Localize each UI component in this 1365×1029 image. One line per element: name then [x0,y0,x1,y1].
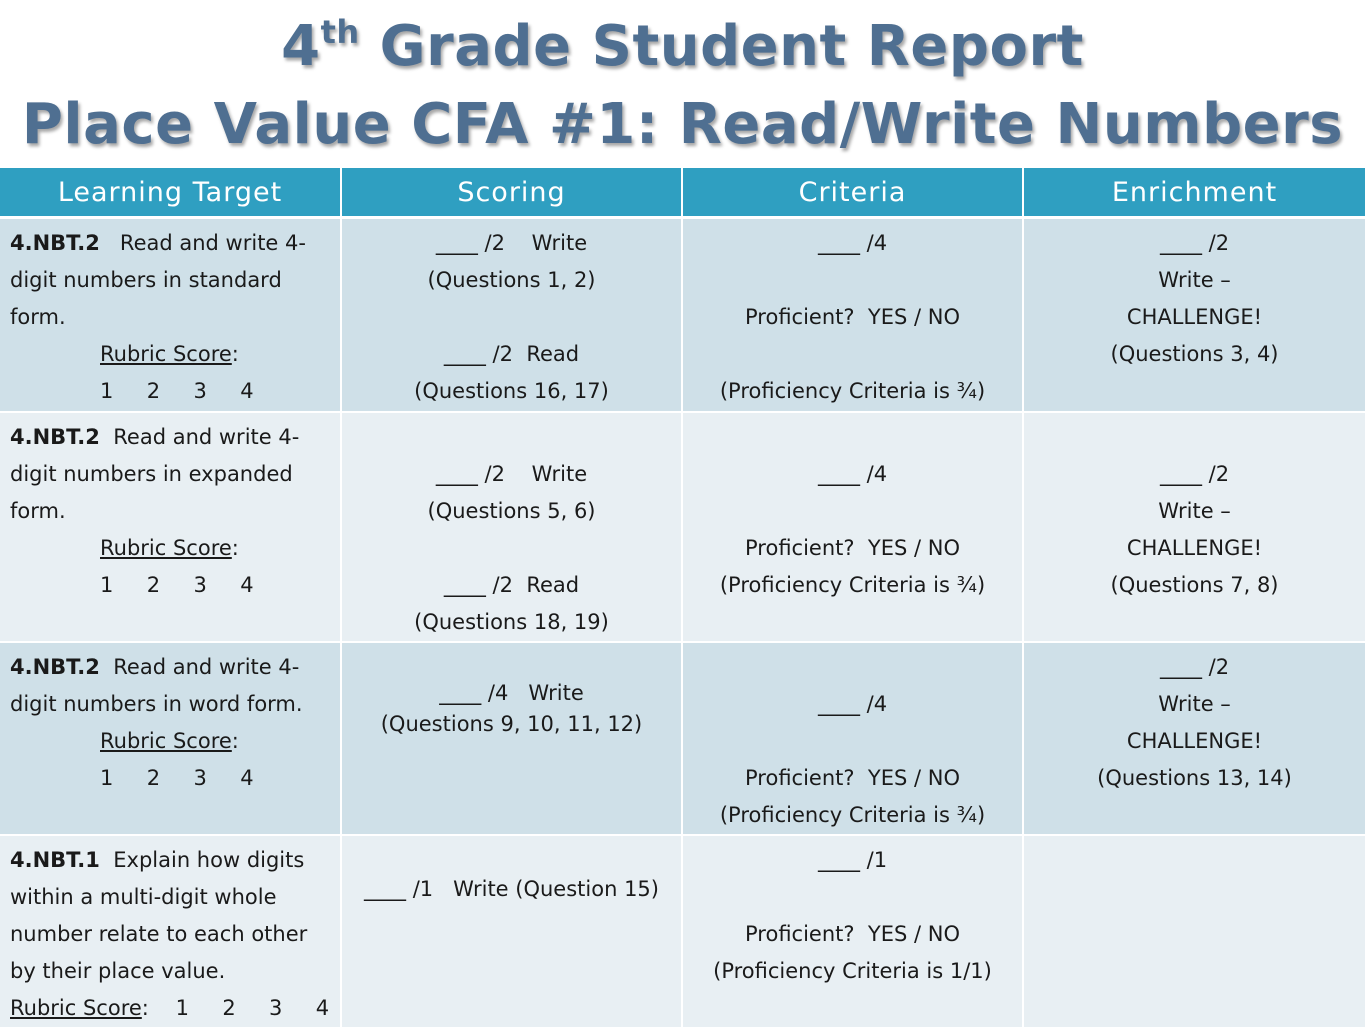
proficient-question: Proficient? YES / NO [745,765,960,790]
scoring-cell [341,412,682,642]
target-line [10,225,330,262]
target-line [10,419,330,456]
report-title [0,0,1365,168]
target-text: by their place value. [10,958,226,983]
table-header-row [0,168,1365,218]
criteria-cell [682,412,1023,642]
title-grade-suffix: th [320,13,360,51]
standard-code: 4.NBT.2 [10,654,100,679]
scoring-line: ____ /2 Write [435,231,588,255]
scoring-line: (Questions 16, 17) [414,379,609,403]
rubric-scores: 1 2 3 4 [100,765,254,790]
proficiency-criteria: (Proficiency Criteria is ¾) [719,572,986,597]
header-learning-target: Learning Target [0,168,341,218]
enrichment-line: Write – [1158,691,1231,716]
scoring-line: ____ /2 Read [443,342,580,366]
target-text: form. [10,498,66,523]
scoring-line: ____ /1 Write (Question 15) [364,876,659,901]
proficiency-criteria: (Proficiency Criteria is ¾) [719,802,986,827]
enrichment-score: ____ /2 [1159,654,1230,679]
table-row [0,412,1365,642]
rubric-scores: 1 2 3 4 [148,995,330,1020]
enrichment-score: ____ /2 [1159,231,1230,255]
enrichment-line: Write – [1158,498,1231,523]
title-line-1 [0,8,1365,86]
criteria-cell [682,218,1023,412]
target-text: digit numbers in word form. [10,691,303,716]
target-text: Read and write 4- [99,424,300,449]
target-line [10,649,330,686]
standard-code: 4.NBT.1 [10,847,100,872]
enrichment-line: Write – [1158,268,1231,292]
rubric-colon: : [231,535,239,560]
enrichment-challenge: CHALLENGE! [1126,305,1263,329]
rubric-label [10,723,330,760]
scoring-cell [341,642,682,835]
table-row [0,642,1365,835]
target-text: Read and write 4- [99,231,306,255]
rubric-label-text: Rubric Score [10,995,142,1020]
enrichment-cell-empty [1023,835,1365,1028]
scoring-line: (Questions 5, 6) [427,498,596,523]
learning-target-cell [0,642,341,835]
enrichment-challenge: CHALLENGE! [1126,728,1263,753]
rubric-colon: : [231,728,239,753]
title-line-2: Place Value CFA #1: Read/Write Numbers [21,92,1344,157]
rubric-label [10,530,330,567]
table-row [0,835,1365,1028]
target-text: form. [10,305,66,329]
enrichment-cell [1023,218,1365,412]
scoring-line: ____ /2 Read [443,572,580,597]
enrichment-cell [1023,412,1365,642]
table-row [0,218,1365,412]
criteria-cell [682,642,1023,835]
rubric-colon: : [141,995,149,1020]
title-grade-number: 4 [281,14,321,79]
scoring-line: ____ /2 Write [435,461,588,486]
criteria-cell [682,835,1023,1028]
rubric-label [10,336,330,373]
enrichment-questions: (Questions 7, 8) [1110,572,1279,597]
scoring-line: (Questions 1, 2) [427,268,596,292]
criteria-score: ____ /4 [817,231,888,255]
enrichment-questions: (Questions 3, 4) [1110,342,1279,366]
enrichment-cell [1023,642,1365,835]
proficient-question: Proficient? YES / NO [745,305,960,329]
target-text: number relate to each other [10,921,308,946]
header-criteria: Criteria [682,168,1023,218]
criteria-score: ____ /4 [817,461,888,486]
learning-target-cell [0,218,341,412]
enrichment-score: ____ /2 [1159,461,1230,486]
rubric-scores: 1 2 3 4 [100,572,254,597]
rubric-label-text: Rubric Score [100,535,232,560]
scoring-line: (Questions 18, 19) [414,609,609,634]
scoring-line: (Questions 9, 10, 11, 12) [380,711,643,736]
header-enrichment: Enrichment [1023,168,1365,218]
target-text: Read and write 4- [99,654,300,679]
rubric-label-text: Rubric Score [100,728,232,753]
standard-code: 4.NBT.2 [10,424,100,449]
target-text: digit numbers in standard [10,268,282,292]
proficiency-criteria: (Proficiency Criteria is ¾) [719,379,986,403]
report-table [0,168,1365,1029]
scoring-cell [341,835,682,1028]
scoring-cell [341,218,682,412]
header-scoring: Scoring [341,168,682,218]
proficient-question: Proficient? YES / NO [745,921,960,946]
title-grade-text: Grade Student Report [359,14,1084,79]
proficiency-criteria: (Proficiency Criteria is 1/1) [713,958,992,983]
criteria-score: ____ /4 [817,691,888,716]
enrichment-challenge: CHALLENGE! [1126,535,1263,560]
rubric-scores: 1 2 3 4 [100,379,254,403]
criteria-score: ____ /1 [817,847,888,872]
rubric-label [10,990,330,1027]
standard-code: 4.NBT.2 [10,231,100,255]
learning-target-cell [0,412,341,642]
target-text: Explain how digits [99,847,305,872]
target-text: digit numbers in expanded [10,461,293,486]
target-line [10,842,330,879]
learning-target-cell [0,835,341,1028]
enrichment-questions: (Questions 13, 14) [1097,765,1292,790]
proficient-question: Proficient? YES / NO [745,535,960,560]
rubric-colon: : [231,342,239,366]
scoring-line: ____ /4 Write [439,680,584,705]
target-text: within a multi-digit whole [10,884,277,909]
rubric-label-text: Rubric Score [100,342,232,366]
